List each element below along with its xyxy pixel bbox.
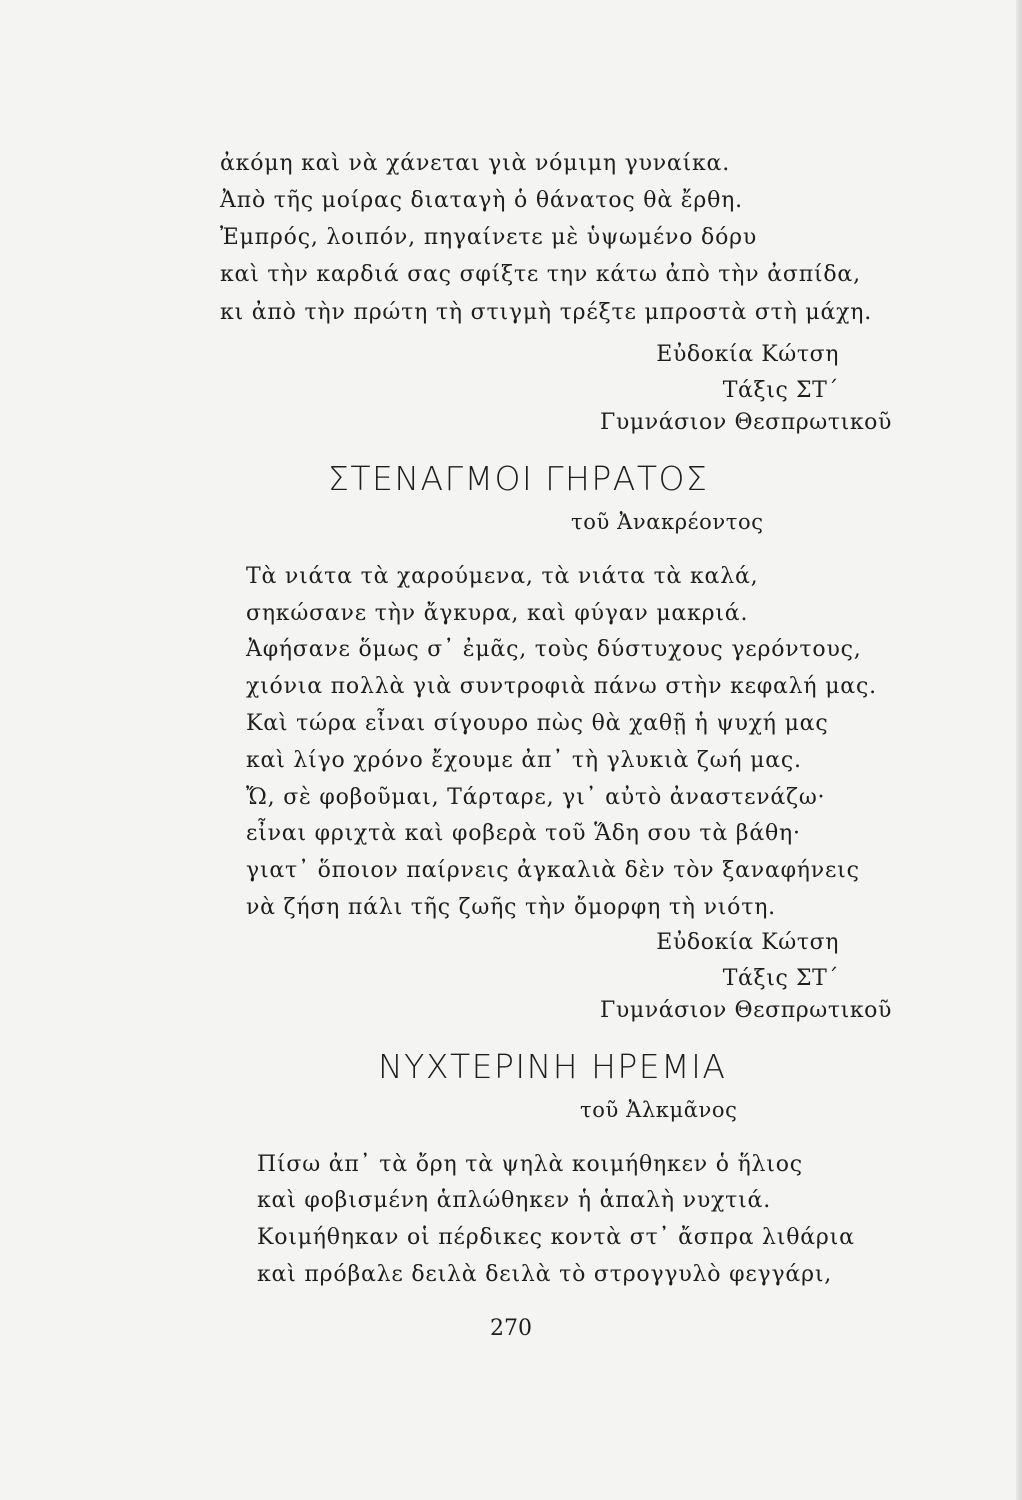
poem-line: καὶ φοβισμένη ἁπλώθηκεν ἡ ἁπαλὴ νυχτιά.: [257, 1188, 772, 1213]
poem-line: Ἐμπρός, λοιπόν, πηγαίνετε μὲ ὑψωμένο δόρυ: [220, 225, 758, 250]
poem-line: Τὰ νιάτα τὰ χαρούμενα, τὰ νιάτα τὰ καλά,: [246, 564, 759, 589]
poem-title: ΝΥΧΤΕΡΙΝΗ ΗΡΕΜΙΑ: [378, 1047, 727, 1086]
poem-line: ἀκόμη καὶ νὰ χάνεται γιὰ νόμιμη γυναίκα.: [220, 151, 730, 176]
signature-name: Εὐδοκία Κώτση: [656, 342, 839, 367]
poem-line: καὶ λίγο χρόνο ἔχουμε ἀπ᾽ τὴ γλυκιὰ ζωή μας.: [246, 748, 802, 773]
poem-line: γιατ᾽ ὅποιον παίρνεις ἀγκαλιὰ δὲν τὸν ξαναφήνεις: [246, 858, 860, 883]
signature-class: Τάξις ΣΤ΄: [722, 378, 839, 403]
signature-school: Γυμνάσιον Θεσπρωτικοῦ: [600, 998, 892, 1023]
poem-line: Ἀπὸ τῆς μοίρας διαταγὴ ὁ θάνατος θὰ ἔρθη.: [220, 188, 743, 213]
signature-school: Γυμνάσιον Θεσπρωτικοῦ: [600, 410, 892, 435]
poem-line: χιόνια πολλὰ γιὰ συντροφιὰ πάνω στὴν κεφαλή μας.: [246, 674, 877, 699]
poem-line: σηκώσανε τὴν ἄγκυρα, καὶ φύγαν μακριά.: [246, 601, 749, 626]
poem-line: Κοιμήθηκαν οἱ πέρδικες κοντὰ στ᾽ ἄσπρα λιθάρια: [257, 1225, 855, 1250]
poem-line: καὶ τὴν καρδιά σας σφίξτε την κάτω ἀπὸ τὴν ἀσπίδα,: [220, 262, 861, 287]
poem-title: ΣΤΕΝΑΓΜΟΙ ΓΗΡΑΤΟΣ: [328, 459, 709, 498]
poem-line: κι ἀπὸ τὴν πρώτη τὴ στιγμὴ τρέξτε μπροστὰ στὴ μάχη.: [220, 300, 873, 325]
signature-class: Τάξις ΣΤ΄: [722, 966, 839, 991]
poem-author: τοῦ Ἀνακρέοντος: [571, 510, 764, 534]
poem-line: Ὤ, σὲ φοβοῦμαι, Τάρταρε, γι᾽ αὐτὸ ἀναστενάζω·: [246, 785, 826, 810]
signature-name: Εὐδοκία Κώτση: [656, 930, 839, 955]
poem-line: Ἀφήσανε ὅμως σ᾽ ἐμᾶς, τοὺς δύστυχους γερόντους,: [246, 637, 862, 662]
poem-line: Πίσω ἀπ᾽ τὰ ὄρη τὰ ψηλὰ κοιμήθηκεν ὁ ἥλιος: [257, 1152, 803, 1177]
poem-line: καὶ πρόβαλε δειλὰ δειλὰ τὸ στρογγυλὸ φεγγάρι,: [257, 1262, 833, 1287]
poem-line: εἶναι φριχτὰ καὶ φοβερὰ τοῦ Ἅδη σου τὰ βάθη·: [246, 821, 801, 846]
page-edge: [1016, 0, 1022, 1500]
poem-line: νὰ ζήση πάλι τῆς ζωῆς τὴν ὄμορφη τὴ νιότη.: [246, 895, 776, 920]
poem-line: Καὶ τώρα εἶναι σίγουρο πὼς θὰ χαθῇ ἡ ψυχή μας: [246, 711, 829, 736]
page-number: 270: [490, 1316, 532, 1341]
poem-author: τοῦ Ἀλκμᾶνος: [580, 1098, 738, 1122]
